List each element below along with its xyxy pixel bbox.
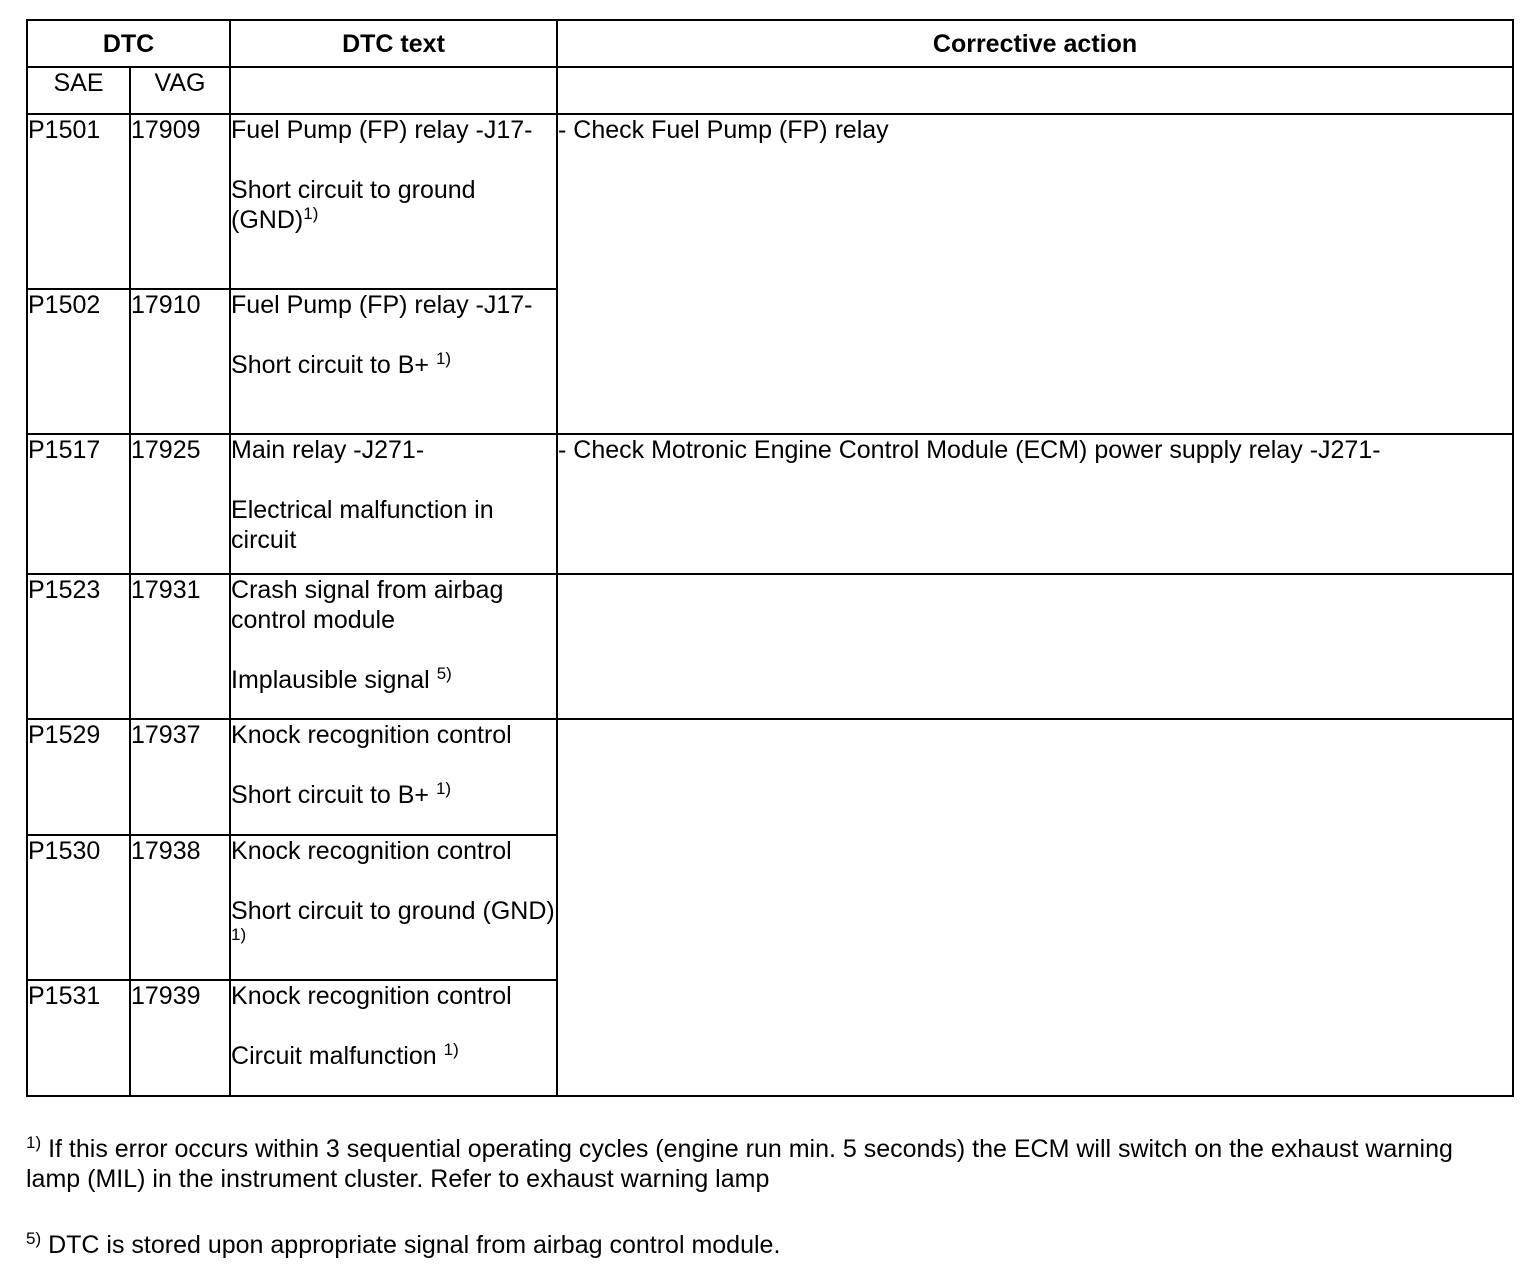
dtc-text-fault-label: Short circuit to B+	[231, 351, 430, 379]
sae-code: P1517	[27, 434, 130, 574]
dtc-text-fault	[231, 175, 556, 235]
vag-code: 17910	[130, 289, 230, 434]
table-row	[27, 434, 1513, 574]
vag-code: 17938	[130, 835, 230, 980]
dtc-text-fault	[231, 780, 556, 810]
sae-code: P1501	[27, 114, 130, 289]
header-dtc: DTC	[27, 20, 230, 67]
dtc-text-fault-label: Short circuit to B+	[231, 781, 430, 809]
subheader-row	[27, 67, 1513, 114]
footnote-ref: 5)	[436, 664, 452, 683]
footnote-1	[26, 1134, 1512, 1194]
header-sae: SAE	[27, 67, 130, 114]
header-vag: VAG	[130, 67, 230, 114]
header-corrective-action: Corrective action	[557, 20, 1513, 67]
dtc-text	[230, 574, 557, 719]
dtc-text-component: Knock recognition control	[231, 982, 512, 1010]
dtc-text-fault	[231, 350, 556, 380]
footnote-mark: 5)	[26, 1229, 42, 1248]
subheader-empty-action	[557, 67, 1513, 114]
header-dtc-text: DTC text	[230, 20, 557, 67]
dtc-text	[230, 114, 557, 289]
dtc-text	[230, 835, 557, 980]
dtc-text	[230, 289, 557, 434]
sae-code: P1529	[27, 719, 130, 835]
dtc-text-fault-label: Implausible signal	[231, 666, 430, 694]
corrective-action: - Check Motronic Engine Control Module (ECM) power supply relay -J271-	[557, 434, 1513, 574]
dtc-text-component: Fuel Pump (FP) relay -J17-	[231, 291, 533, 319]
dtc-text-component: Fuel Pump (FP) relay -J17-	[231, 116, 533, 144]
sae-code: P1531	[27, 980, 130, 1096]
subheader-empty-text	[230, 67, 557, 114]
dtc-text-fault	[231, 665, 556, 695]
corrective-action	[557, 719, 1513, 1096]
dtc-text-fault	[231, 896, 556, 956]
sae-code: P1523	[27, 574, 130, 719]
sae-code: P1502	[27, 289, 130, 434]
table-row	[27, 114, 1513, 289]
footnote-text: If this error occurs within 3 sequential operating cycles (engine run min. 5 seconds) the ECM will switch on the exhaust warning lamp (MIL) in the instrument cluster. Refer to exhaust warning lamp	[26, 1135, 1453, 1193]
table-row	[27, 574, 1513, 719]
dtc-text-fault	[231, 1041, 556, 1071]
dtc-text-fault-label: Short circuit to ground (GND)	[231, 176, 476, 234]
footnote-ref: 1)	[231, 925, 247, 944]
table-row	[27, 719, 1513, 835]
footnote-ref: 1)	[303, 204, 319, 223]
dtc-text-component: Main relay -J271-	[231, 436, 425, 464]
vag-code: 17909	[130, 114, 230, 289]
dtc-text-fault: Electrical malfunction in circuit	[231, 496, 494, 554]
footnote-text: DTC is stored upon appropriate signal from airbag control module.	[48, 1231, 781, 1259]
dtc-text-component: Knock recognition control	[231, 721, 512, 749]
dtc-text-fault-label: Short circuit to ground (GND)	[231, 897, 555, 925]
dtc-text	[230, 719, 557, 835]
dtc-table	[26, 19, 1514, 1097]
vag-code: 17939	[130, 980, 230, 1096]
footnote-ref: 1)	[443, 1040, 459, 1059]
header-row	[27, 20, 1513, 67]
dtc-text-component: Knock recognition control	[231, 837, 512, 865]
dtc-text-component: Crash signal from airbag control module	[231, 576, 504, 634]
footnote-mark: 1)	[26, 1133, 42, 1152]
corrective-action	[557, 574, 1513, 719]
footnote-ref: 1)	[435, 779, 452, 798]
vag-code: 17931	[130, 574, 230, 719]
vag-code: 17937	[130, 719, 230, 835]
dtc-text-fault-label: Circuit malfunction	[231, 1042, 437, 1070]
corrective-action: - Check Fuel Pump (FP) relay	[557, 114, 1513, 434]
footnote-5	[26, 1230, 1512, 1260]
dtc-text	[230, 434, 557, 574]
vag-code: 17925	[130, 434, 230, 574]
sae-code: P1530	[27, 835, 130, 980]
footnote-ref: 1)	[435, 349, 452, 368]
dtc-text	[230, 980, 557, 1096]
